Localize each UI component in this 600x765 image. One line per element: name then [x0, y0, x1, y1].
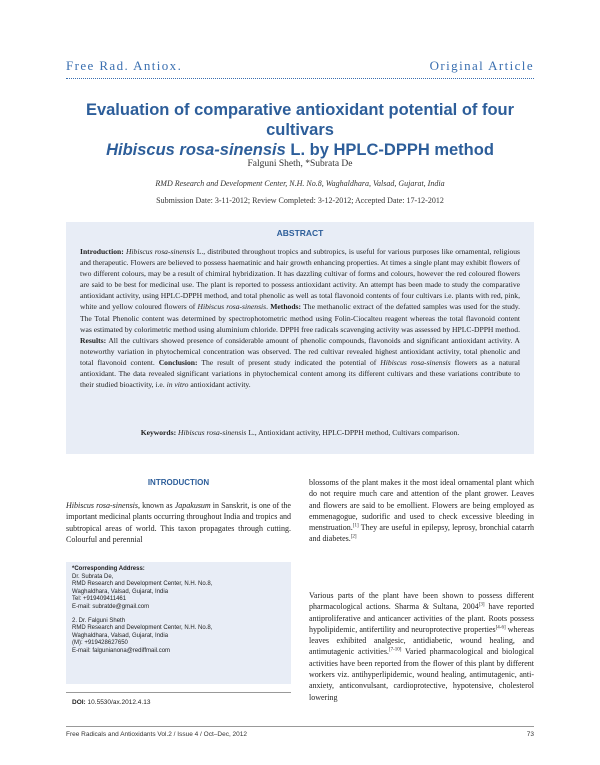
rc-p1-text: blossoms of the plant makes it the most ideal ornamental plant which do not require much care and attention of the plant grower. Leaves and flowers are said to be emollient. Flowers are being employed as emmenagogue, sudorific and used to check excessive bleeding in menstruation. [309, 478, 534, 533]
rc-p1-text2: They are useful in epilepsy, leprosy, bronchial catarrh and diabetes. [309, 523, 534, 544]
right-column-paragraph-1 [309, 477, 534, 545]
rc-p1-ref1: [1] [352, 523, 359, 529]
title-species: Hibiscus rosa-sinensis [106, 141, 286, 159]
author2-email: E-mail: falgunianona@rediffmail.com [72, 647, 171, 654]
page-number: 73 [526, 731, 534, 738]
keywords [80, 428, 520, 437]
introduction-paragraph [66, 500, 291, 545]
intro-text-2: in Sanskrit, is one of the important medicinal plants occurring throughout India and tropics and subtropical areas of world. This taxon propagates through cutting. Colourful and perennial [66, 501, 291, 544]
rc-p2-text: Various parts of the plant have been shown to possess different pharmacological actions. Sharma & Sultana, 2004 [309, 591, 534, 612]
submission-dates: Submission Date: 3-11-2012; Review Completed: 3-12-2012; Accepted Date: 17-12-2012 [156, 196, 444, 205]
rc-p2-ref1: [3] [478, 602, 485, 608]
abstract-results-text: All the cultivars showed presence of considerable amount of phenolic compounds, flavonoids and significant antioxidant activity. A noteworthy variation in phytochemical concentration was observed. The red cultivar revealed highest antioxidant activity, total phenolic and total flavonoid content. [80, 335, 520, 367]
intro-text-1: , known as [138, 501, 175, 510]
abstract-intro-end: . [266, 302, 269, 312]
rc-p2-ref3: [7-10] [388, 647, 402, 653]
abstract-intro-label: Introduction: [80, 247, 124, 256]
abstract-methods-label: Methods: [270, 302, 302, 312]
intro-species: Hibiscus rosa-sinensis [66, 501, 139, 510]
author2-address-2: Waghaldhara, Valsad, Gujarat, India [72, 632, 169, 639]
keywords-list: L., Antioxidant activity, HPLC-DPPH method, Cultivars comparison. [246, 428, 460, 437]
rc-p1-ref2: [2] [350, 534, 357, 540]
abstract-conclusion-text-2: flowers as a natural antioxidant. The data revealed significant variations in phytochemical content among its different cultivars and these variations contribute to their studied bioactivity, i.e. [80, 357, 520, 390]
title-line-2 [66, 140, 534, 160]
author1-address-1: RMD Research and Development Center, N.H. No.8, [72, 581, 213, 588]
title-line-2-rest: L. by HPLC-DPPH method [285, 141, 494, 159]
introduction-heading: INTRODUCTION [147, 478, 210, 487]
article-type: Original Article [429, 58, 534, 73]
doi [72, 699, 150, 706]
footer-citation: Free Radicals and Antioxidants Vol.2 / Issue 4 / Oct–Dec, 2012 [66, 731, 248, 738]
abstract-species-2: Hibiscus rosa-sinensis [197, 302, 267, 312]
doi-label: DOI: [72, 699, 86, 706]
author2-address-1: RMD Research and Development Center, N.H. No.8, [72, 625, 213, 632]
intro-japakusum: Japakusum [174, 501, 211, 510]
abstract-body [80, 246, 520, 390]
header-divider [66, 78, 534, 79]
rc-p2-text3: whereas leaves exhibited analgesic, antidiabetic, wound healing, and antimutagenic activities. [309, 624, 534, 657]
rc-p2-text4: Varied pharmacological and biological activities have been reported from the flower of this plant by different workers viz. antihyperlipidemic, wound healing, antimutagenic, anti-anxiety, anticonvulsant, cardioprotective, hypotensive, cholesterol lowering [309, 647, 534, 702]
abstract-conclusion-text: The result of present study indicated the potential of [197, 357, 381, 367]
author1-email: E-mail: subratde@gmail.com [72, 603, 150, 610]
article-title [66, 100, 534, 160]
author-list: Falguni Sheth, *Subrata De [247, 159, 353, 169]
abstract-conclusion-end: antioxidant activity. [188, 380, 251, 390]
abstract-intro-text: L., distributed throughout tropics and subtropics, is useful for various purposes like ornamental, religious and therapeutic. Flowers are believed to possess haematinic and hair growth enhancing properties. At times a single plant may exhibit flowers of two different colours, may be a result of chimiral hybridization. It has dazzling cultivar of forms and colours, however the red coloured flowers are said to be best for medicinal use. The plant is reported to possess antioxidant activity. An attempt has been made to study the comparative antioxidant activity, using HPLC-DPPH method, and total phenolic as well as total flavonoid contents of four cultivars i.e. plants with red, pink, white and yellow coloured flowers of [80, 247, 521, 312]
rc-p2-ref2: [4-6] [495, 625, 506, 631]
doi-value: 10.5530/ax.2012.4.13 [85, 699, 151, 706]
affiliation: RMD Research and Development Center, N.H. No.8, Waghaldhara, Valsad, Gujarat, India [155, 179, 445, 188]
author1-name: Dr. Subrata De, [72, 573, 114, 580]
footer-divider [66, 726, 534, 727]
keywords-label: Keywords: [140, 428, 177, 437]
abstract-conclusion-label: Conclusion: [158, 357, 198, 367]
author1-address-2: Waghaldhara, Valsad, Gujarat, India [72, 588, 169, 595]
abstract-conclusion-species: Hibiscus rosa-sinensis [380, 357, 451, 367]
journal-name: Free Rad. Antiox. [66, 58, 183, 73]
abstract-heading: ABSTRACT [276, 228, 324, 238]
abstract-methods-text: The methanolic extract of the defatted samples was used for the study. The Total Phenolic content was determined by spectrophotometric method using Folin-Ciocalteu reagent whereas the total flavonoid content was estimated by colorimetric method using aluminium chloride. DPPH free radicals scavenging activity was assessed by HPLC-DPPH method. [80, 302, 521, 334]
correspondence-header: *Corresponding Address: [72, 566, 145, 572]
title-line-1: Evaluation of comparative antioxidant potential of four cultivars [85, 101, 515, 139]
author1-tel: Tel: +919409411461 [72, 596, 127, 603]
author2-tel: (M): +919428627650 [72, 640, 128, 647]
abstract-species: Hibiscus rosa-sinensis [125, 247, 195, 256]
abstract-results-label: Results: [80, 335, 107, 345]
correspondence-block [72, 566, 287, 656]
running-head [66, 58, 534, 76]
rc-p2-text2: have reported antiproliferative and anticancer activities of the plant. Roots possess hypolipidemic, antifertility and neuroprotective properties [309, 602, 534, 634]
doi-divider [66, 692, 291, 693]
abstract-in-vitro: in vitro [166, 380, 189, 390]
right-column-paragraph-2 [309, 590, 534, 703]
author2-name: 2. Dr. Falguni Sheth [72, 617, 126, 624]
keywords-species: Hibiscus rosa-sinensis [178, 428, 247, 437]
